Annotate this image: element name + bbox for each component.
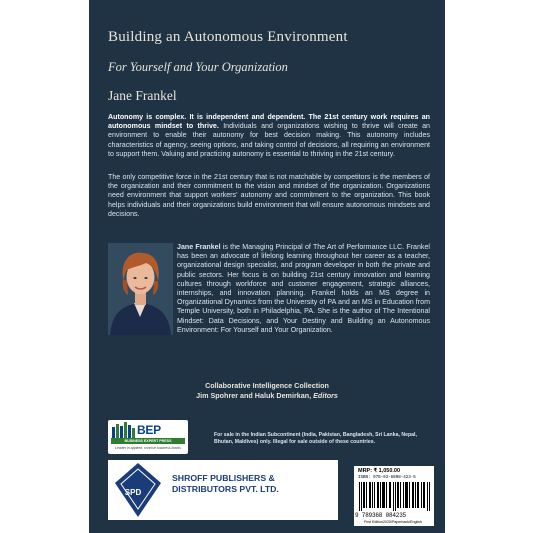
bep-tagline: Leader in applied, concise business books	[115, 446, 181, 450]
author-name: Jane Frankel	[108, 88, 177, 103]
bio-name: Jane Frankel	[177, 243, 221, 251]
publisher-name: SHROFF PUBLISHERS & DISTRIBUTORS PVT. LTD.	[172, 473, 279, 494]
barcode-number: 9 789368 084235	[355, 512, 407, 519]
book-title: Building an Autonomous Environment	[108, 29, 348, 45]
back-cover	[89, 0, 445, 533]
author-bio	[108, 243, 430, 335]
sale-notice: For sale in the Indian Subcontinent (India, Pakistan, Bangladesh, Sri Lanka, Nepal, Bhutan, Maldives) only. Illegal for sale outside of these countries.	[214, 432, 417, 445]
bio-photo-spacer	[108, 243, 177, 335]
blurb-paragraph	[108, 113, 430, 159]
edition-info: First Edition2025/Paperback/English	[364, 519, 422, 524]
isbn: ISBN: 978-93-6808-423-5	[358, 476, 416, 480]
price: MRP: ₹ 1,050.00	[358, 468, 401, 474]
blurb-lead: Autonomy is complex. It is independent and dependent. The 21st century work requires an autonomous mindset to thrive.	[108, 113, 430, 131]
publisher-block	[108, 460, 338, 520]
bep-logo-text: BEP	[137, 423, 161, 437]
collection-name: Collaborative Intelligence Collection	[205, 381, 329, 390]
editors-names: Jim Spohrer and Haluk Demirkan,	[196, 391, 312, 400]
book-subtitle: For Yourself and Your Organization	[108, 60, 288, 74]
spd-logo-text: SPD	[124, 488, 142, 497]
editors-suffix: Editors	[313, 391, 338, 400]
blurb-text: Individuals and organizations wishing to thrive will create an environment to enable their autonomy for best decision making. This autonomy includes characteristics of agency, seeing options, and taking control of decisions, all requiring an environment to support them. Valuing and practicing autonomy is essential to thriving in the 21st century.	[108, 122, 430, 158]
bep-full-name: BUSINESS EXPERT PRESS	[111, 438, 185, 444]
bep-bars-icon	[111, 421, 137, 439]
bio-text: is the Managing Principal of The Art of Performance LLC. Frankel has been an advocate of lifelong learning throughout her career as a teacher, organizational design specialist, and program developer in both the private and public sectors. Her focus is on building 21st century innovation and learning cultures through workforce and customer engagement, strategic alliances, internships, and innovation planning. Frankel holds an MS degree in Organizational Dynamics from the University of PA and an MS in Education from Temple University, both in Philadelphia, PA. She is the author of The Intentional Mindset: Data Decisions, and Your Destiny and Building an Autonomous Environment: For Yourself and Your Organization.	[177, 243, 431, 334]
bep-logo	[108, 420, 188, 454]
series-editors	[89, 391, 445, 400]
barcode-block	[354, 466, 434, 526]
competitive-paragraph: The only competitive force in the 21st century that is not matchable by competitors is the members of the organization and their commitment to the vision and mindset of the organization. Organizations need environment that support workers' autonomy and commitment to the organization. This book helps individuals and their organizations build environment that will ensure autonomous mindsets and decisions.	[108, 173, 430, 218]
barcode-icon	[359, 482, 431, 511]
